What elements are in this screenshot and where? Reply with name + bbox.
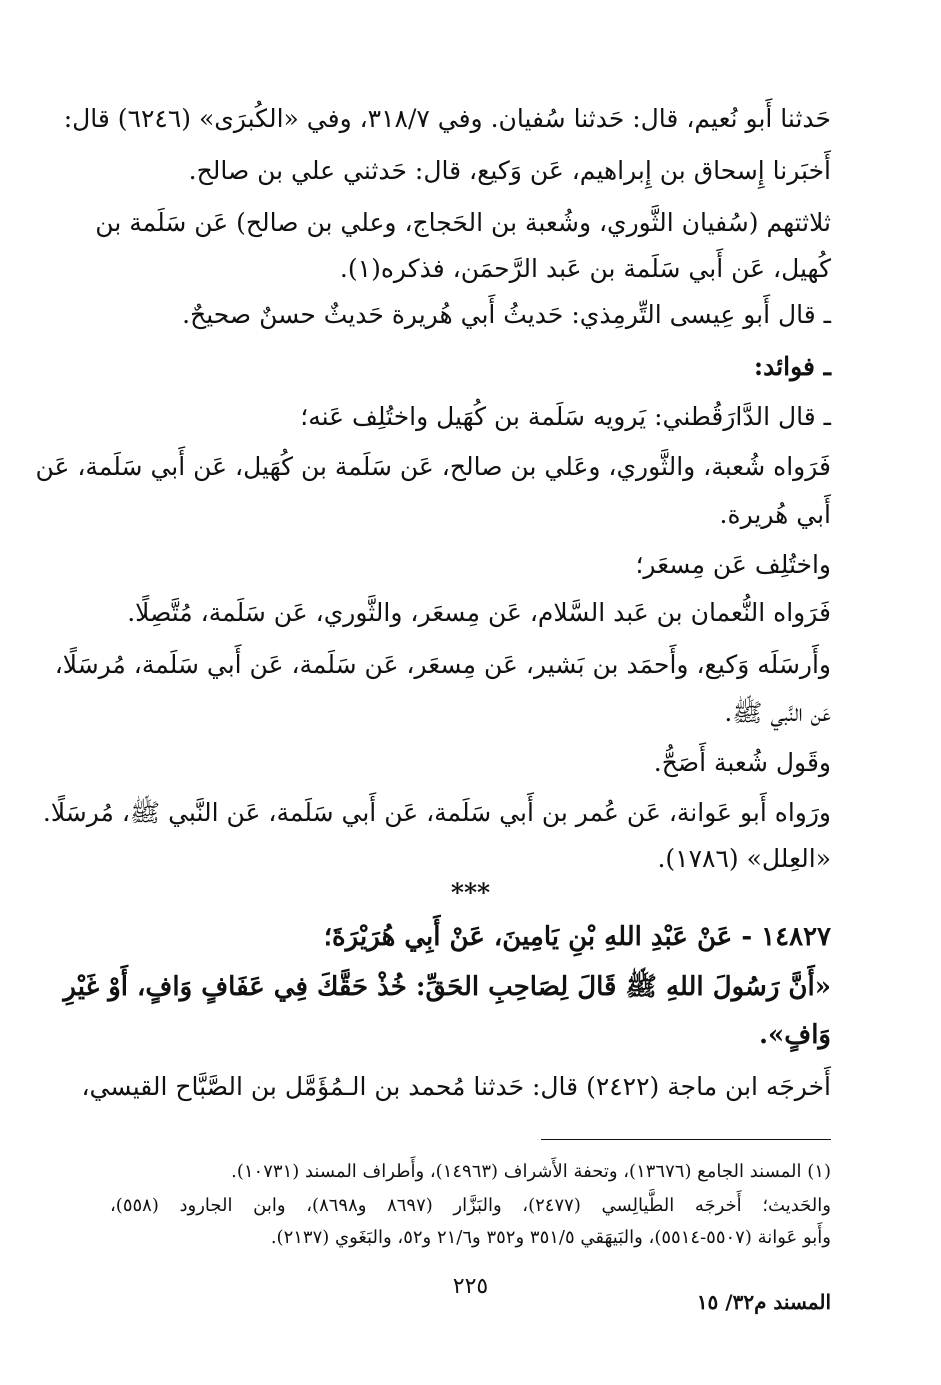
- footnote-line: والحَديث؛ أَخرجَه الطَّيالِسي (٢٤٧٧)، والبَزَّار (٨٦٩٧ و٨٦٩٨)، وابن الجارود (٥٥٨)،: [110, 1195, 831, 1216]
- text-line: حَدثنا أَبو نُعيم، قال: حَدثنا سُفيان. وفي ٣١٨/٧، وفي «الكُبرَى» (٦٢٤٦) قال:: [63, 104, 831, 133]
- text-line: ثلاثتهم (سُفيان الثَّوري، وشُعبة بن الحَجاج، وعلي بن صالح) عَن سَلَمة بن: [95, 208, 831, 237]
- hadith-number: ١٤٨٢٧ -: [741, 922, 831, 952]
- text-line: أَبي هُريرة.: [719, 500, 831, 529]
- footnote-line: (١) المسند الجامع (١٣٦٧٦)، وتحفة الأَشراف (١٤٩٦٣)، وأَطراف المسند (١٠٧٣١).: [231, 1161, 831, 1182]
- signature-mark: المسند م٣٢/ ١٥: [696, 1290, 831, 1314]
- page-number: ٢٢٥: [452, 1274, 489, 1299]
- text-line: عَن النَّبي ﷺ.: [724, 698, 831, 727]
- text-line: كُهيل، عَن أَبي سَلَمة بن عَبد الرَّحمَن، فذكره(١).: [339, 254, 831, 283]
- hadith-text: «أَنَّ رَسُولَ اللهِ ﷺ قَالَ لِصَاحِبِ الحَقِّ: خُذْ حَقَّكَ فِي عَفَافٍ وَافٍ، أَوْ غَيْرِ: [63, 972, 831, 1002]
- footnote-line: وأَبو عَوانة (٥٥٠٧-٥٥١٤)، والبَيهَقي ٣٥١/٥ و٣٥٢ و٢١/٦ و٥٢، والبَغَوي (٢١٣٧).: [270, 1227, 831, 1248]
- section-heading: ـ فوائد:: [753, 352, 831, 381]
- text-line: أَخبَرنا إِسحاق بن إِبراهيم، عَن وَكيع، قال: حَدثني علي بن صالح.: [188, 156, 831, 185]
- text-line: وقَول شُعبة أَصَحُّ.: [653, 748, 831, 777]
- hadith-text: وَافٍ».: [758, 1020, 831, 1050]
- section-separator: ***: [450, 878, 491, 907]
- text-line: أَخرجَه ابن ماجة (٢٤٢٢) قال: حَدثنا مُحمد بن الـمُؤَمَّل بن الصَّبَّاح القيسي،: [81, 1072, 831, 1101]
- text-line: واختُلِف عَن مِسعَر؛: [635, 550, 831, 579]
- hadith-chain: عَنْ عَبْدِ اللهِ بْنِ يَامِينَ، عَنْ أَبِي هُرَيْرَةَ؛: [323, 922, 733, 952]
- text-line: ورَواه أَبو عَوانة، عَن عُمر بن أَبي سَلَمة، عَن أَبي سَلَمة، عَن النَّبي ﷺ، مُرسَلًا.: [42, 798, 831, 827]
- text-line: ـ قال أَبو عِيسى التِّرمِذي: حَديثُ أَبي هُريرة حَديثٌ حسنٌ صحيحٌ.: [182, 300, 831, 329]
- text-line: ـ قال الدَّارَقُطني: يَرويه سَلَمة بن كُهَيل واختُلِف عَنه؛: [300, 402, 831, 431]
- text-line: فَرَواه شُعبة، والثَّوري، وعَلي بن صالح، عَن سَلَمة بن كُهَيل، عَن أَبي سَلَمة، عَن: [35, 452, 831, 481]
- text-line: وأَرسَلَه وَكيع، وأَحمَد بن بَشير، عَن مِسعَر، عَن سَلَمة، عَن أَبي سَلَمة، مُرسَلًا،: [54, 650, 831, 679]
- hadith-heading: [110, 918, 831, 956]
- text-line: «العِلل» (١٧٨٦).: [657, 844, 831, 873]
- footnote-divider: [541, 1139, 831, 1140]
- text-line: فَرَواه النُّعمان بن عَبد السَّلام، عَن مِسعَر، والثَّوري، عَن سَلَمة، مُتَّصِلًا.: [127, 598, 831, 627]
